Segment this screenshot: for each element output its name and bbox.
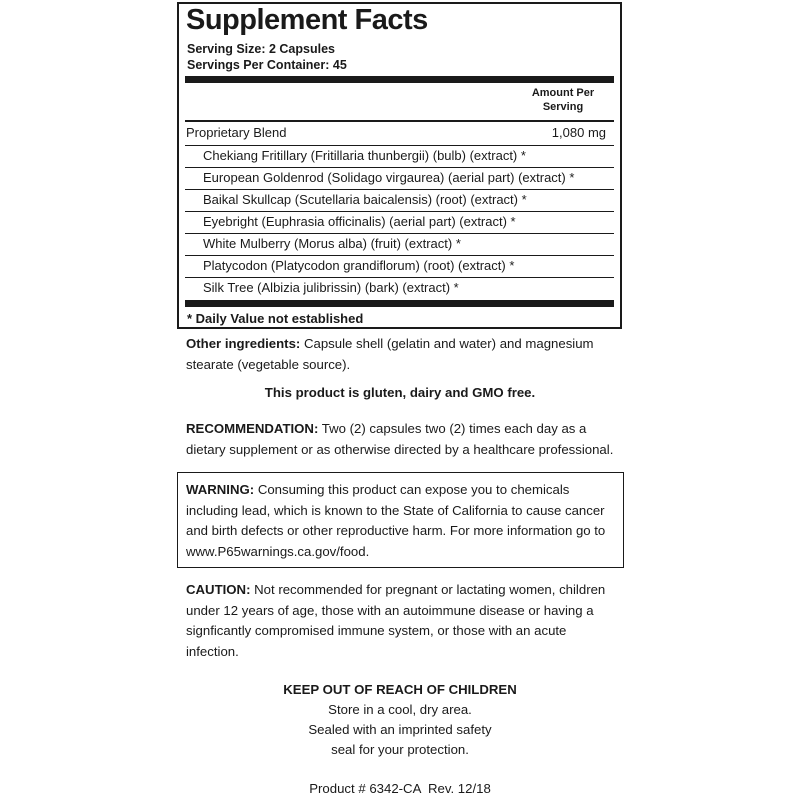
servings-per-container: Servings Per Container: 45 — [187, 58, 347, 72]
thick-divider — [185, 76, 614, 83]
row-divider — [185, 277, 614, 278]
recommendation-label: RECOMMENDATION: — [186, 421, 319, 436]
blend-amount: 1,080 mg — [551, 125, 606, 140]
free-statement: This product is gluten, dairy and GMO free. — [264, 385, 536, 400]
other-ingredients-text-2: stearate (vegetable source). — [186, 356, 351, 372]
thick-divider — [185, 300, 614, 307]
caution-line-4: infection. — [186, 643, 239, 659]
storage-line-2: Sealed with an imprinted safety — [308, 722, 492, 737]
warning-text — [186, 480, 616, 562]
warning-line-3: and birth defects or other reproductive harm. For more information go to — [186, 523, 606, 538]
ingredient-item: Chekiang Fritillary (Fritillaria thunbergii) (bulb) (extract) * — [203, 148, 526, 163]
recommendation-text-1: Two (2) capsules two (2) times each day as a — [321, 421, 587, 436]
daily-value-note: * Daily Value not established — [187, 311, 364, 326]
facts-title: Supplement Facts — [186, 4, 428, 36]
header-divider — [185, 120, 614, 122]
ingredient-item: White Mulberry (Morus alba) (fruit) (extract) * — [203, 236, 461, 251]
warning-line-1: Consuming this product can expose you to chemicals — [257, 482, 570, 497]
caution-line-3: signficantly compromised immune system, or those with an acute — [186, 623, 567, 638]
other-ingredients-text-1: Capsule shell (gelatin and water) and magnesium — [303, 336, 594, 351]
recommendation-text-2: dietary supplement or as otherwise directed by a healthcare professional. — [186, 441, 614, 457]
storage-line-1: Store in a cool, dry area. — [328, 702, 472, 717]
keep-out-of-reach-heading: KEEP OUT OF REACH OF CHILDREN — [283, 682, 517, 697]
row-divider — [185, 211, 614, 212]
ingredient-item: Silk Tree (Albizia julibrissin) (bark) (extract) * — [203, 280, 459, 295]
row-divider — [185, 255, 614, 256]
caution-label: CAUTION: — [186, 582, 251, 597]
ingredient-item: Platycodon (Platycodon grandiflorum) (root) (extract) * — [203, 258, 515, 273]
storage-line-3: seal for your protection. — [331, 742, 469, 757]
warning-box — [177, 472, 624, 568]
row-divider — [185, 167, 614, 168]
row-divider — [185, 189, 614, 190]
caution-line-2: under 12 years of age, those with an autoimmune disease or having a — [186, 602, 594, 618]
warning-line-4: www.P65warnings.ca.gov/food. — [186, 543, 370, 559]
serving-size: Serving Size: 2 Capsules — [187, 42, 335, 56]
caution-line-1: Not recommended for pregnant or lactating women, children — [254, 582, 606, 597]
row-divider — [185, 233, 614, 234]
supplement-facts-panel — [177, 2, 622, 329]
ingredient-item: Eyebright (Euphrasia officinalis) (aerial part) (extract) * — [203, 214, 516, 229]
ingredient-item: European Goldenrod (Solidago virgaurea) (aerial part) (extract) * — [203, 170, 575, 185]
ingredient-item: Baikal Skullcap (Scutellaria baicalensis) (root) (extract) * — [203, 192, 527, 207]
recommendation — [186, 419, 616, 460]
warning-label: WARNING: — [186, 482, 255, 497]
blend-name: Proprietary Blend — [186, 125, 287, 140]
warning-line-2: including lead, which is known to the State of California to cause cancer — [186, 502, 605, 518]
product-number: Product # 6342-CA Rev. 12/18 — [309, 781, 491, 796]
row-divider — [185, 145, 614, 146]
amount-per-serving-header: Amount Per Serving — [531, 87, 595, 113]
other-ingredients-label: Other ingredients: — [186, 336, 301, 351]
other-ingredients — [186, 334, 616, 375]
caution — [186, 580, 616, 662]
